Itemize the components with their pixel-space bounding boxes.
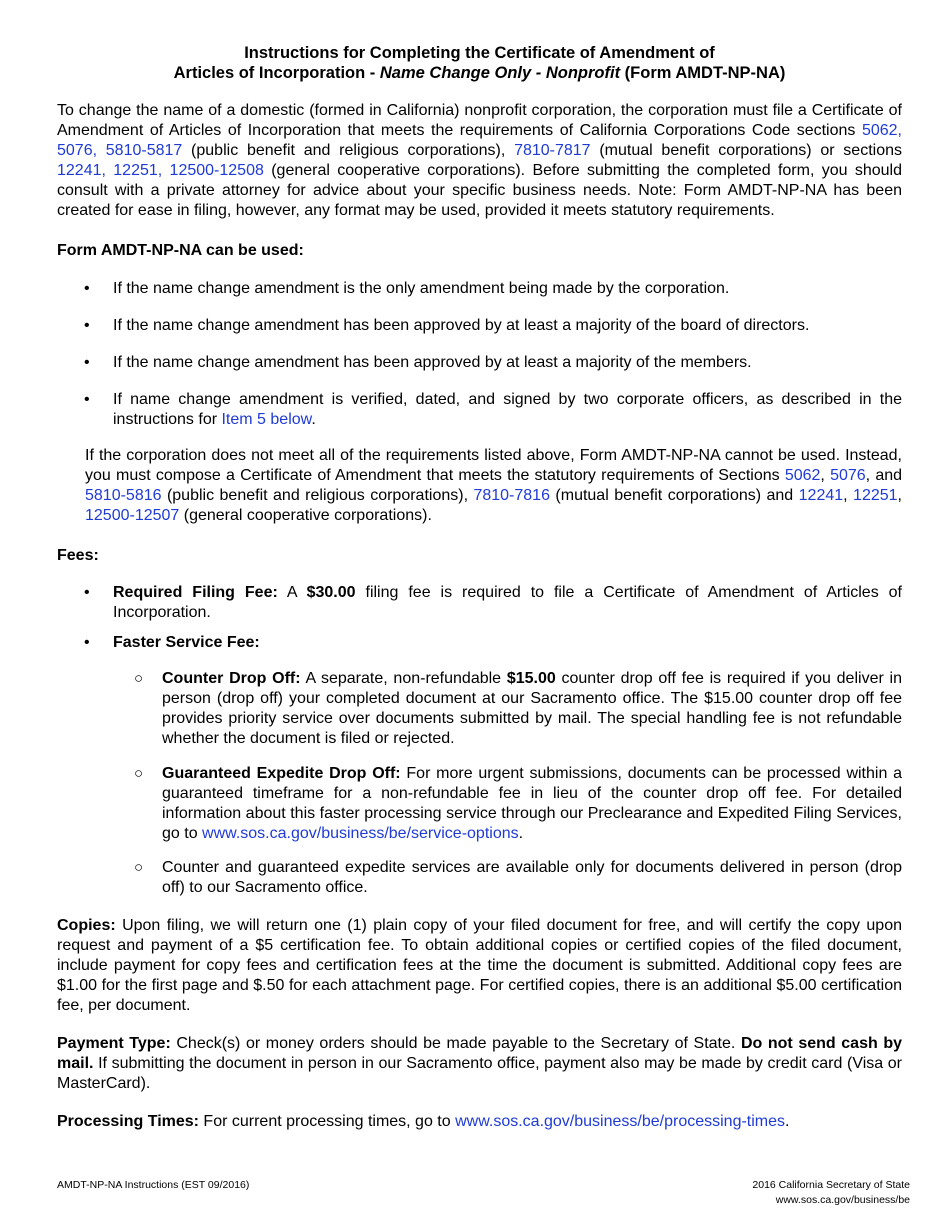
expedite-drop-off-end: . bbox=[518, 825, 524, 842]
footer-url: www.sos.ca.gov/business/be bbox=[775, 1194, 910, 1206]
footer-copyright bbox=[752, 1178, 910, 1208]
intro-text-1: To change the name of a domestic (formed in California) nonprofit corporation, the corporation must file a Certificate of Amendment of Articles of Incorporation that meets the requirements of California Corporations Code sections bbox=[57, 102, 902, 139]
payment-no-cash-notice: Do not send cash by mail. bbox=[57, 1035, 903, 1072]
counter-drop-off-text-2: counter drop off fee is required if you deliver in person (drop off) your completed document at our Sacramento office. The $15.00 counter drop off fee provides priority service over documents submitted by mail. The special handling fee is not refundable whether the document is filed or rejected. bbox=[162, 670, 902, 747]
processing-text: For current processing times, go to bbox=[198, 1113, 456, 1130]
usage-bullet-1-text: If the name change amendment is the only amendment being made by the corporation. bbox=[113, 280, 730, 297]
code-link-5062[interactable]: 5062 bbox=[784, 467, 821, 484]
faster-fee-label: Faster Service Fee: bbox=[113, 634, 260, 651]
bullet-icon: • bbox=[84, 391, 90, 408]
bullet-icon: • bbox=[84, 354, 90, 371]
expedite-drop-off-item bbox=[57, 764, 902, 844]
usage-bullet-4-end: . bbox=[311, 411, 316, 428]
code-link-7810-7816[interactable]: 7810-7816 bbox=[473, 487, 550, 504]
faster-fee-bullet bbox=[57, 633, 902, 653]
not-meet-text-2: (public benefit and religious corporations), bbox=[161, 487, 474, 504]
footer-form-id: AMDT-NP-NA Instructions (EST 09/2016) bbox=[57, 1179, 250, 1191]
separator: , bbox=[820, 467, 831, 484]
document-page bbox=[57, 43, 902, 1132]
bullet-icon: • bbox=[84, 280, 90, 297]
payment-text-2: If submitting the document in person in our Sacramento office, payment also may be made by credit card (Visa or MasterCard). bbox=[57, 1055, 902, 1092]
title-line-2c: (Form AMDT-NP-NA) bbox=[620, 64, 786, 82]
page-title bbox=[57, 43, 902, 83]
copies-paragraph bbox=[57, 916, 902, 1016]
title-line-1: Instructions for Completing the Certificate of Amendment of bbox=[244, 44, 715, 62]
code-link-5062-5817[interactable]: 5062, 5076, 5810-5817 bbox=[57, 122, 902, 159]
payment-paragraph bbox=[57, 1034, 902, 1094]
item-5-link[interactable]: Item 5 below bbox=[221, 411, 312, 428]
required-fee-text-1: A bbox=[277, 584, 307, 601]
usage-bullet-2 bbox=[57, 316, 902, 336]
payment-label: Payment Type: bbox=[57, 1035, 171, 1052]
intro-text-4: (general cooperative corporations). Before submitting the completed form, you should consult with a private attorney for advice about your specific business needs. Note: Form AMDT-NP-NA has been created for ease in filing, however, any format may be used, provided it meets statutory requirements. bbox=[57, 162, 903, 219]
usage-heading: Form AMDT-NP-NA can be used: bbox=[57, 242, 304, 259]
service-options-link[interactable]: www.sos.ca.gov/business/be/service-options bbox=[202, 825, 519, 842]
usage-bullet-3-text: If the name change amendment has been approved by at least a majority of the members. bbox=[113, 354, 752, 371]
code-link-12241-12508[interactable]: 12241, 12251, 12500-12508 bbox=[57, 162, 264, 179]
not-meet-text-1: If the corporation does not meet all of the requirements listed above, Form AMDT-NP-NA cannot be used. Instead, you must compose a Certificate of Amendment that meets the statutory requirements of Sections bbox=[85, 447, 902, 484]
intro-paragraph bbox=[57, 101, 902, 221]
code-link-7810-7817[interactable]: 7810-7817 bbox=[514, 142, 591, 159]
usage-bullet-1 bbox=[57, 279, 902, 299]
code-link-5076[interactable]: 5076 bbox=[830, 467, 866, 484]
separator: , bbox=[843, 487, 854, 504]
circle-bullet-icon: ○ bbox=[134, 859, 144, 876]
intro-text-2: (public benefit and religious corporations), bbox=[182, 142, 515, 159]
copies-text: Upon filing, we will return one (1) plain copy of your filed document for free, and will certify the copy upon request and payment of a $5 certification fee. To obtain additional copies or certified copies of the filed document, include payment for copy fees and certification fees at the time the document is submitted. Additional copy fees are $1.00 for the first page and $.50 for each attachment page. For certified copies, there is an additional $5.00 certification fee, per document. bbox=[57, 917, 902, 1014]
service-note-text: Counter and guaranteed expedite services are available only for documents delivered in person (drop off) to our Sacramento office. bbox=[162, 859, 902, 896]
processing-times-link[interactable]: www.sos.ca.gov/business/be/processing-times bbox=[455, 1113, 786, 1130]
title-line-2 bbox=[57, 63, 902, 83]
expedite-drop-off-label: Guaranteed Expedite Drop Off: bbox=[162, 765, 401, 782]
processing-paragraph bbox=[57, 1112, 902, 1132]
code-link-12500-12507[interactable]: 12500-12507 bbox=[85, 507, 180, 524]
not-meet-text-3: (mutual benefit corporations) and bbox=[549, 487, 799, 504]
separator: , bbox=[897, 487, 902, 504]
not-meet-paragraph bbox=[57, 446, 902, 526]
intro-text-3: (mutual benefit corporations) or sections bbox=[590, 142, 902, 159]
service-note-item bbox=[57, 858, 902, 898]
expedite-drop-off-text: For more urgent submissions, documents can be processed within a guaranteed timeframe for a non-refundable fee in lieu of the counter drop off fee. For detailed information about this faster processing service through our Preclearance and Expedited Filing Services, go to bbox=[162, 765, 902, 842]
code-link-12251[interactable]: 12251 bbox=[853, 487, 898, 504]
code-link-12241[interactable]: 12241 bbox=[798, 487, 844, 504]
usage-bullet-3 bbox=[57, 353, 902, 373]
copies-label: Copies: bbox=[57, 917, 116, 934]
bullet-icon: • bbox=[84, 634, 90, 651]
required-fee-bullet bbox=[57, 583, 902, 623]
code-link-5810-5816[interactable]: 5810-5816 bbox=[85, 487, 162, 504]
processing-label: Processing Times: bbox=[57, 1113, 199, 1130]
not-meet-text-4: (general cooperative corporations). bbox=[179, 507, 432, 524]
usage-bullet-2-text: If the name change amendment has been approved by at least a majority of the board of directors. bbox=[113, 317, 810, 334]
title-line-2a: Articles of Incorporation - bbox=[173, 64, 380, 82]
required-fee-label: Required Filing Fee: bbox=[113, 584, 278, 601]
circle-bullet-icon: ○ bbox=[134, 670, 144, 687]
counter-drop-off-item bbox=[57, 669, 902, 749]
payment-text-1: Check(s) or money orders should be made payable to the Secretary of State. bbox=[170, 1035, 741, 1052]
title-line-2b: Name Change Only - Nonprofit bbox=[379, 64, 621, 82]
usage-bullet-4 bbox=[57, 390, 902, 430]
bullet-icon: • bbox=[84, 584, 90, 601]
usage-bullet-4-text: If name change amendment is verified, dated, and signed by two corporate officers, as described in the instructions for bbox=[113, 391, 902, 428]
separator: , and bbox=[865, 467, 903, 484]
bullet-icon: • bbox=[84, 317, 90, 334]
required-fee-amount: $30.00 bbox=[306, 584, 356, 601]
counter-drop-off-amount: $15.00 bbox=[506, 670, 556, 687]
counter-drop-off-text-1: A separate, non-refundable bbox=[300, 670, 507, 687]
required-fee-text-2: filing fee is required to file a Certificate of Amendment of Articles of Incorporation. bbox=[113, 584, 902, 621]
fees-heading: Fees: bbox=[57, 547, 99, 564]
circle-bullet-icon: ○ bbox=[134, 765, 144, 782]
counter-drop-off-label: Counter Drop Off: bbox=[162, 670, 301, 687]
processing-end: . bbox=[785, 1113, 790, 1130]
footer-copyright-line: 2016 California Secretary of State bbox=[752, 1179, 910, 1191]
